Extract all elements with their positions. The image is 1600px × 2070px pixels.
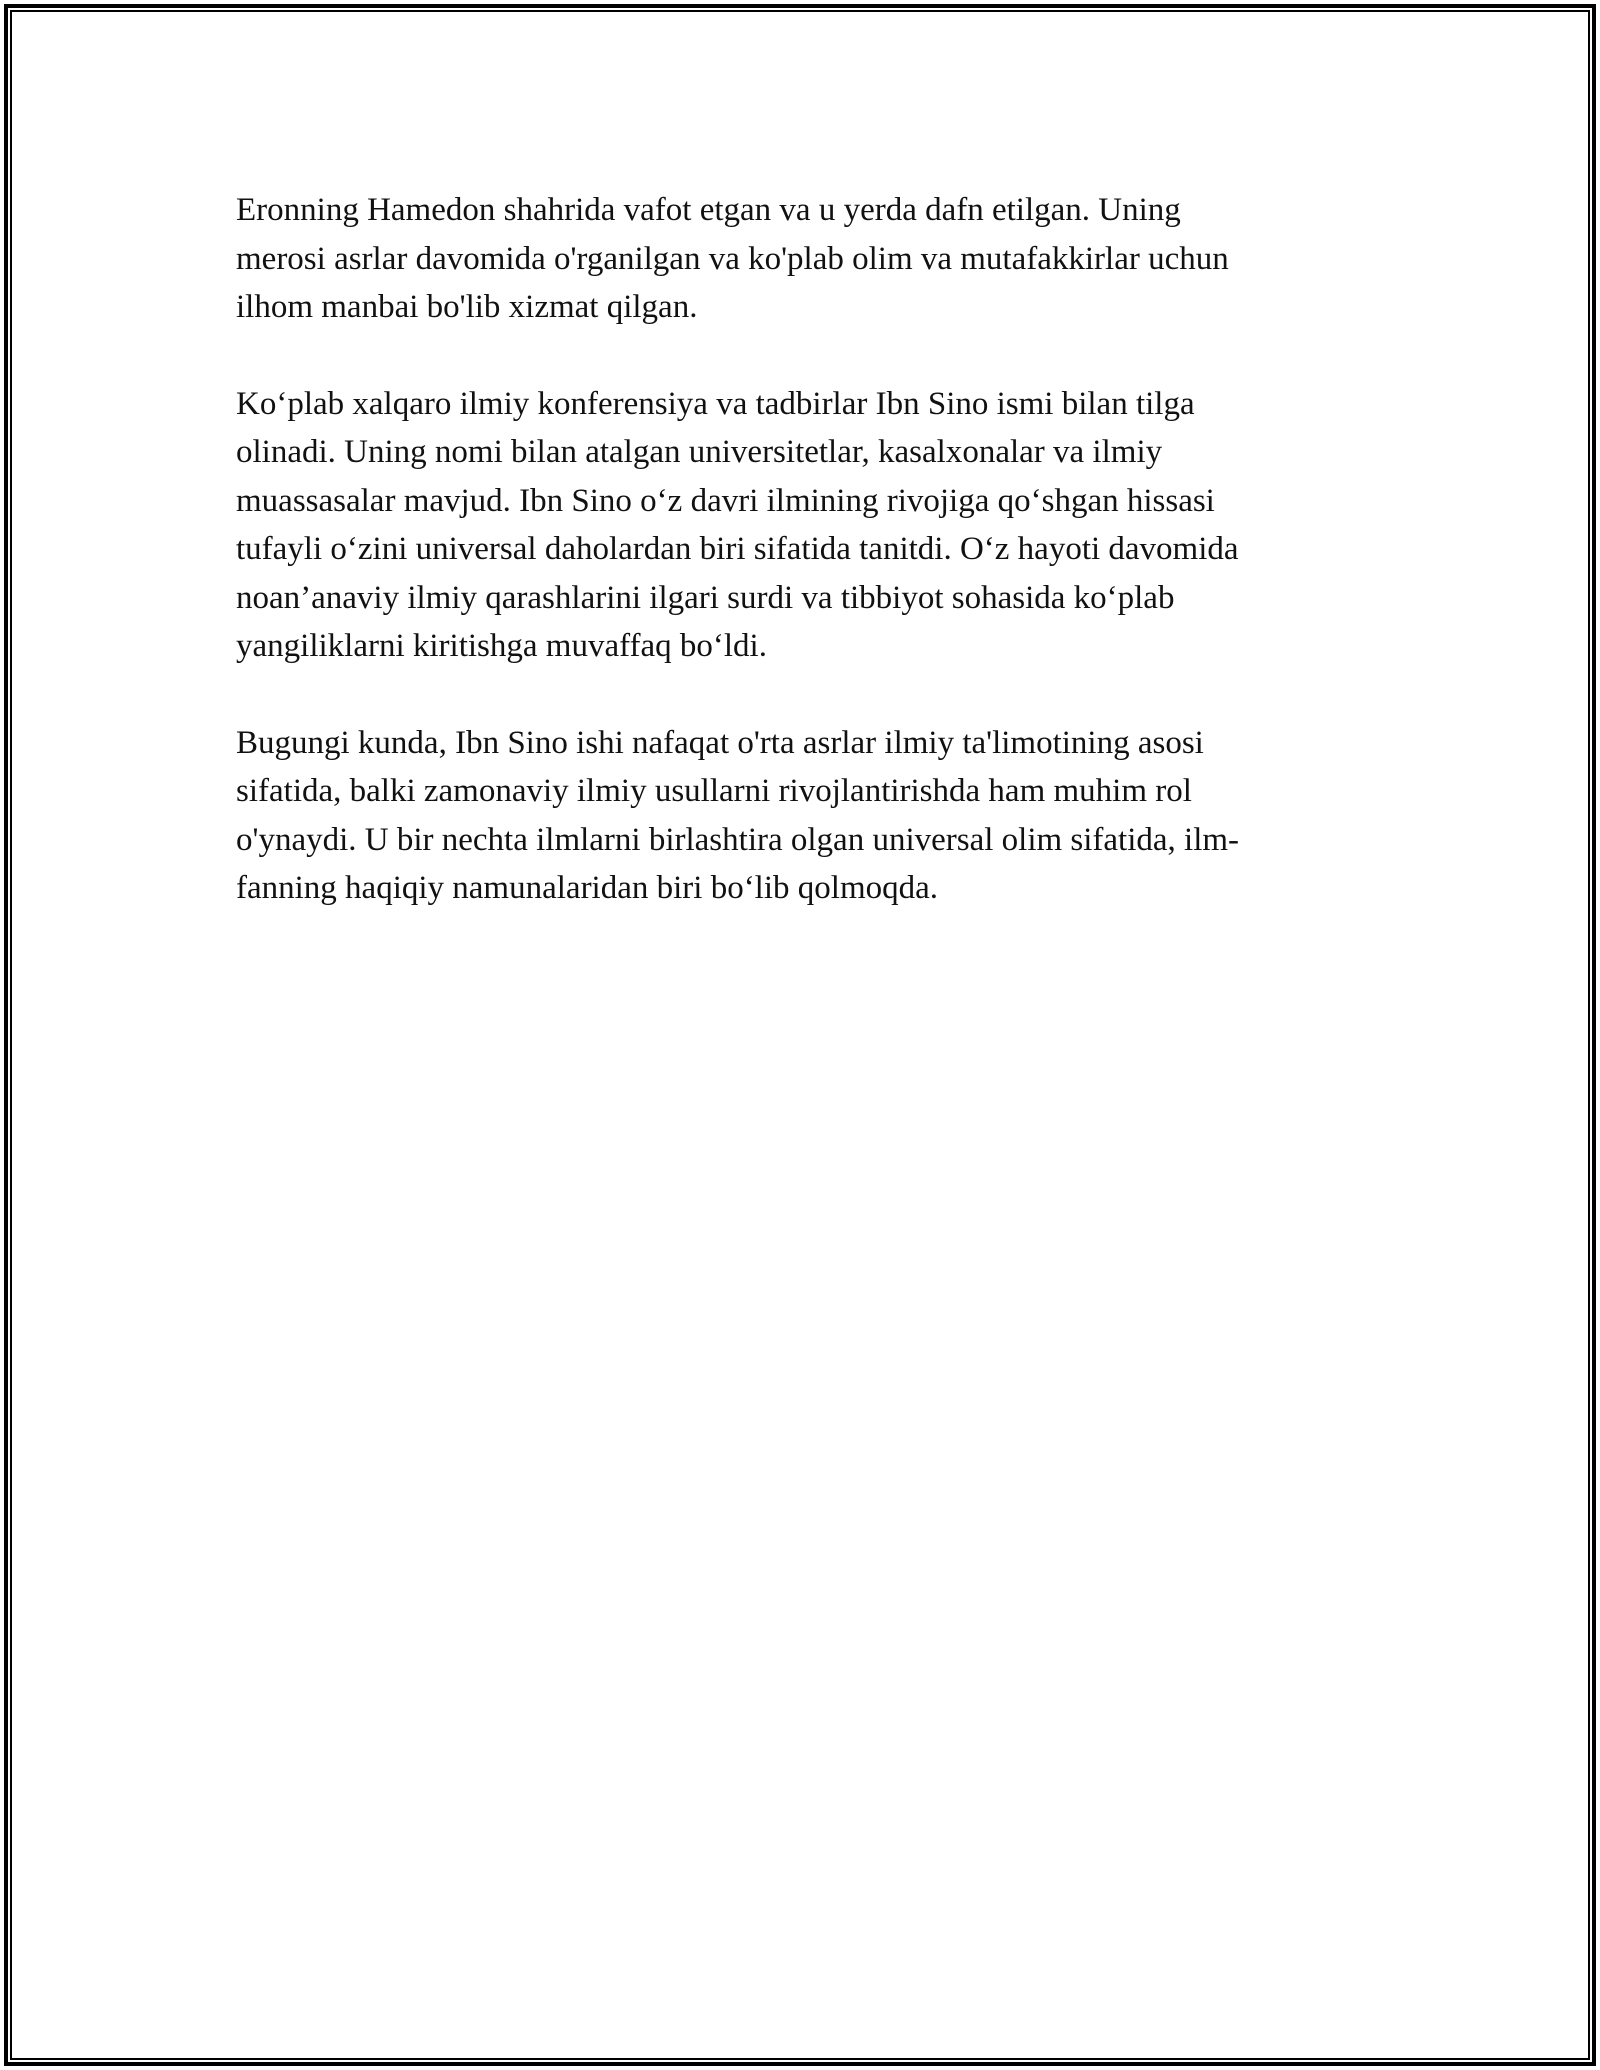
- text-line: merosi asrlar davomida o'rganilgan va ko'plab olim va mutafakkirlar uchun: [236, 240, 1229, 277]
- text-line: ilhom manbai bo'lib xizmat qilgan.: [236, 289, 698, 325]
- paragraph-1: [236, 186, 1356, 332]
- text-line: Eronning Hamedon shahrida vafot etgan va u yerda dafn etilgan. Uning: [236, 192, 1181, 228]
- text-line: o'ynaydi. U bir nechta ilmlarni birlashtira olgan universal olim sifatida, ilm-: [236, 821, 1240, 858]
- text-line: yangiliklarni kiritishga muvaffaq bo‘ldi.: [236, 628, 767, 664]
- text-line: sifatida, balki zamonaviy ilmiy usullarni rivojlantirishda ham muhim rol: [236, 773, 1192, 809]
- text-line: Bugungi kunda, Ibn Sino ishi nafaqat o'rta asrlar ilmiy ta'limotining asosi: [236, 724, 1204, 761]
- text-line: Ko‘plab xalqaro ilmiy konferensiya va tadbirlar Ibn Sino ismi bilan tilga: [236, 385, 1195, 422]
- paragraph-2: [236, 380, 1356, 671]
- text-line: tufayli o‘zini universal daholardan biri sifatida tanitdi. O‘z hayoti davomida: [236, 531, 1239, 567]
- text-line: muassasalar mavjud. Ibn Sino o‘z davri ilmining rivojiga qo‘shgan hissasi: [236, 482, 1215, 519]
- text-line: olinadi. Uning nomi bilan atalgan universitetlar, kasalxonalar va ilmiy: [236, 434, 1163, 470]
- text-line: noan’anaviy ilmiy qarashlarini ilgari surdi va tibbiyot sohasida ko‘plab: [236, 579, 1175, 616]
- text-line: fanning haqiqiy namunalaridan biri bo‘lib qolmoqda.: [236, 870, 939, 906]
- paragraph-3: [236, 719, 1356, 913]
- document-body: [236, 186, 1356, 961]
